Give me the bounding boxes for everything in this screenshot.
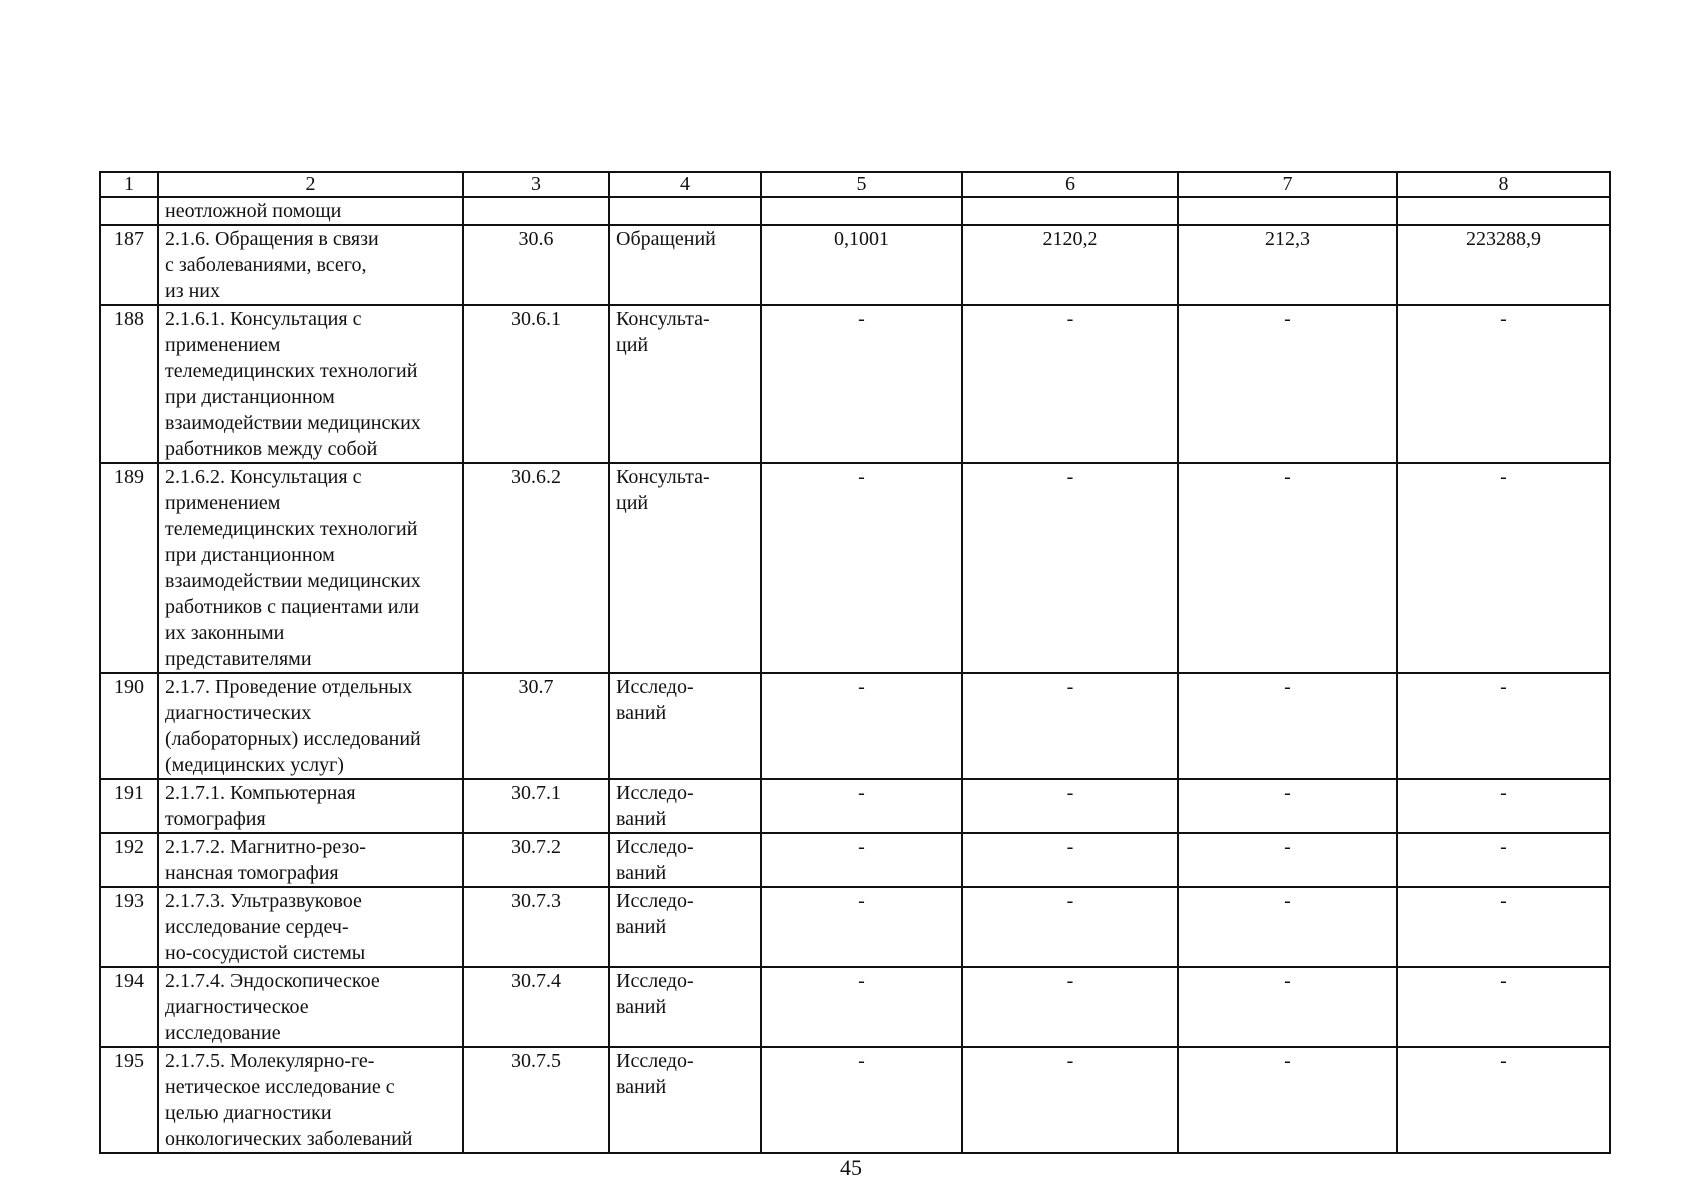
row-value-7: - [1178,1047,1397,1153]
row-name: 2.1.7. Проведение отдельных диагностических (лабораторных) исследований (медицинских услуг) [158,673,463,779]
row-name: 2.1.7.3. Ультразвуковое исследование сердеч- но-сосудистой системы [158,887,463,967]
row-number: 189 [100,463,158,673]
row-value-7: - [1178,305,1397,463]
row-value-8: 223288,9 [1397,225,1610,305]
column-number: 1 [100,172,158,197]
row-value-5 [761,197,962,225]
table-row [100,967,1610,1047]
row-name: 2.1.6. Обращения в связи с заболеваниями, всего, из них [158,225,463,305]
row-unit: Исследо- ваний [609,833,761,887]
row-unit: Консульта- ций [609,463,761,673]
column-number: 7 [1178,172,1397,197]
row-value-7: - [1178,463,1397,673]
row-value-5: 0,1001 [761,225,962,305]
row-value-7: 212,3 [1178,225,1397,305]
row-value-5: - [761,779,962,833]
row-code: 30.6.1 [463,305,609,463]
row-unit: Консульта- ций [609,305,761,463]
table-row [100,305,1610,463]
row-number: 194 [100,967,158,1047]
table-row [100,779,1610,833]
row-code: 30.6.2 [463,463,609,673]
row-number: 187 [100,225,158,305]
row-value-6: - [962,779,1178,833]
table-row [100,887,1610,967]
row-value-7: - [1178,779,1397,833]
row-value-6: - [962,833,1178,887]
row-value-6 [962,197,1178,225]
table-row [100,197,1610,225]
table-row [100,673,1610,779]
row-value-5: - [761,1047,962,1153]
row-value-8: - [1397,779,1610,833]
row-value-7: - [1178,967,1397,1047]
row-code: 30.7.3 [463,887,609,967]
row-value-5: - [761,673,962,779]
row-name: 2.1.6.2. Консультация с применением телемедицинских технологий при дистанционном взаимодействии медицинских работников с пациентами или их законными представителями [158,463,463,673]
row-unit: Исследо- ваний [609,779,761,833]
row-code: 30.7.4 [463,967,609,1047]
row-value-8: - [1397,305,1610,463]
table-row [100,1047,1610,1153]
data-table [99,171,1611,1154]
column-number: 5 [761,172,962,197]
row-value-8: - [1397,887,1610,967]
row-value-6: - [962,673,1178,779]
row-value-8: - [1397,1047,1610,1153]
row-value-7: - [1178,887,1397,967]
row-number: 188 [100,305,158,463]
row-name: 2.1.6.1. Консультация с применением телемедицинских технологий при дистанционном взаимодействии медицинских работников между собой [158,305,463,463]
row-name: 2.1.7.4. Эндоскопическое диагностическое исследование [158,967,463,1047]
table-row [100,463,1610,673]
column-number-row [100,172,1610,197]
row-value-8 [1397,197,1610,225]
row-value-6: - [962,1047,1178,1153]
row-value-5: - [761,305,962,463]
row-value-5: - [761,887,962,967]
row-unit: Исследо- ваний [609,1047,761,1153]
table-row [100,833,1610,887]
row-value-8: - [1397,673,1610,779]
row-code: 30.7.1 [463,779,609,833]
row-unit: Исследо- ваний [609,673,761,779]
row-unit: Исследо- ваний [609,887,761,967]
row-value-6: - [962,463,1178,673]
row-value-6: - [962,305,1178,463]
row-value-6: - [962,887,1178,967]
column-number: 8 [1397,172,1610,197]
row-number: 191 [100,779,158,833]
column-number: 4 [609,172,761,197]
row-code: 30.7.5 [463,1047,609,1153]
row-code: 30.6 [463,225,609,305]
column-number: 2 [158,172,463,197]
row-number: 193 [100,887,158,967]
row-value-6: - [962,967,1178,1047]
page-number: 45 [840,1155,862,1180]
row-name: 2.1.7.2. Магнитно-резо- нансная томография [158,833,463,887]
row-unit: Обращений [609,225,761,305]
row-code: 30.7 [463,673,609,779]
row-code: 30.7.2 [463,833,609,887]
column-number: 3 [463,172,609,197]
row-value-7: - [1178,673,1397,779]
row-value-7 [1178,197,1397,225]
row-number: 195 [100,1047,158,1153]
row-value-6: 2120,2 [962,225,1178,305]
column-number: 6 [962,172,1178,197]
row-value-5: - [761,463,962,673]
row-name: 2.1.7.5. Молекулярно-ге- нетическое исследование с целью диагностики онкологических заболеваний [158,1047,463,1153]
row-value-5: - [761,967,962,1047]
row-number [100,197,158,225]
row-unit [609,197,761,225]
row-number: 190 [100,673,158,779]
row-value-8: - [1397,463,1610,673]
row-name: неотложной помощи [158,197,463,225]
row-value-5: - [761,833,962,887]
row-value-7: - [1178,833,1397,887]
row-unit: Исследо- ваний [609,967,761,1047]
row-code [463,197,609,225]
table-row [100,225,1610,305]
row-value-8: - [1397,833,1610,887]
row-number: 192 [100,833,158,887]
row-value-8: - [1397,967,1610,1047]
row-name: 2.1.7.1. Компьютерная томография [158,779,463,833]
